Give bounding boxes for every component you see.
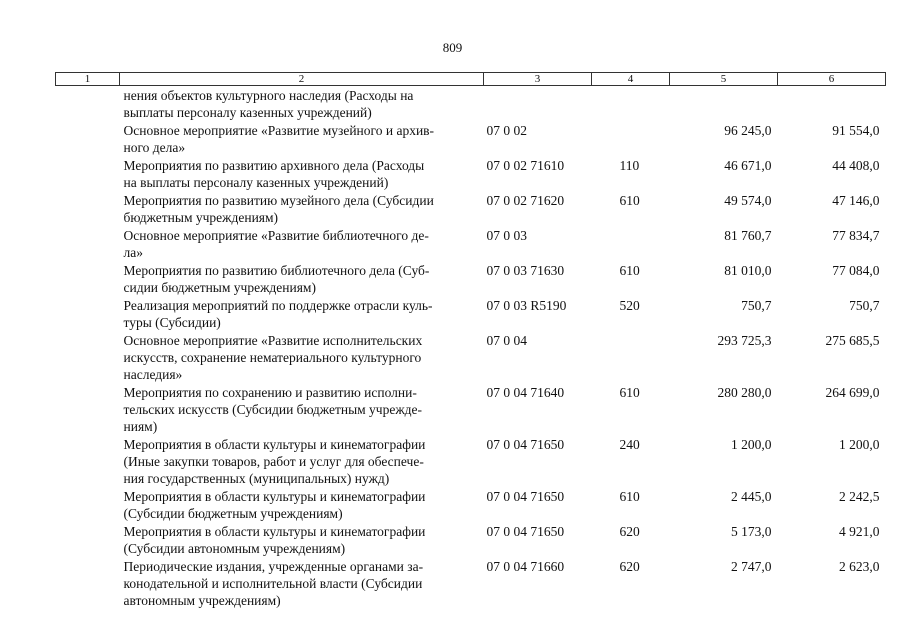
item-name-line: Реализация мероприятий по поддержке отрасли куль- [123, 298, 433, 313]
target-article-code: 07 0 04 71660 [486, 559, 565, 574]
cell-col1 [56, 557, 120, 609]
cell-col1 [56, 522, 120, 557]
table-row [56, 121, 886, 156]
amount-col5: 280 280,0 [717, 385, 772, 400]
table-row [56, 86, 886, 122]
cell-col1 [56, 226, 120, 261]
item-name-cell [120, 296, 484, 331]
item-name-cell [120, 383, 484, 435]
cell-col1 [56, 487, 120, 522]
amount-col5: 293 725,3 [717, 333, 772, 348]
item-name-line: сидии бюджетным учреждениям) [123, 280, 316, 295]
expense-type-code: 610 [619, 263, 640, 278]
item-name-cell [120, 557, 484, 609]
table-row [56, 435, 886, 487]
target-article-code: 07 0 04 71650 [486, 489, 565, 504]
item-name-line: тельских искусств (Субсидии бюджетным учрежде- [123, 402, 423, 417]
amount-col5: 2 747,0 [731, 559, 772, 574]
target-article-code: 07 0 04 71640 [486, 385, 565, 400]
target-article-code: 07 0 03 71630 [486, 263, 565, 278]
amount-col5: 49 574,0 [724, 193, 772, 208]
amount-col5: 96 245,0 [724, 123, 772, 138]
column-header-2: 2 [120, 73, 484, 86]
expense-type-code: 520 [619, 298, 640, 313]
item-name-line: нения объектов культурного наследия (Расходы на [123, 88, 414, 103]
item-name-line: искусств, сохранение нематериального культурного [123, 350, 422, 365]
item-name-line: Мероприятия по развитию музейного дела (Субсидии [123, 193, 434, 208]
item-name-line: ния государственных (муниципальных) нужд) [123, 471, 390, 486]
item-name-line: Периодические издания, учрежденные органами за- [123, 559, 424, 574]
target-article-code: 07 0 03 R5190 [486, 298, 567, 313]
target-article-code: 07 0 04 71650 [486, 437, 565, 452]
item-name-cell [120, 331, 484, 383]
amount-col5: 81 760,7 [724, 228, 772, 243]
table-row [56, 296, 886, 331]
item-name-cell [120, 435, 484, 487]
page-number: 809 [442, 40, 463, 55]
cell-col1 [56, 191, 120, 226]
amount-col6: 77 834,7 [832, 228, 880, 243]
item-name-cell [120, 156, 484, 191]
amount-col5 [670, 86, 778, 122]
budget-table [55, 72, 886, 609]
item-name-cell [120, 487, 484, 522]
item-name-line: Мероприятия по развитию архивного дела (Расходы [123, 158, 425, 173]
table-row [56, 156, 886, 191]
cell-col1 [56, 296, 120, 331]
item-name-line: Мероприятия по развитию библиотечного дела (Суб- [123, 263, 430, 278]
cell-col1 [56, 435, 120, 487]
amount-col6: 264 699,0 [825, 385, 880, 400]
table-row [56, 522, 886, 557]
header-row [56, 73, 886, 86]
amount-col6: 2 242,5 [839, 489, 880, 504]
target-article-code: 07 0 02 [486, 123, 527, 138]
amount-col5: 1 200,0 [731, 437, 772, 452]
table-row [56, 331, 886, 383]
amount-col6 [778, 86, 886, 122]
item-name-line: (Субсидии бюджетным учреждениям) [123, 506, 343, 521]
amount-col6: 4 921,0 [839, 524, 880, 539]
cell-col1 [56, 383, 120, 435]
item-name-cell [120, 191, 484, 226]
item-name-line: бюджетным учреждениям) [123, 210, 279, 225]
cell-col1 [56, 121, 120, 156]
expense-type-code: 610 [619, 385, 640, 400]
expense-type-code [592, 331, 670, 383]
amount-col6: 44 408,0 [832, 158, 880, 173]
expense-type-code: 620 [619, 524, 640, 539]
expense-type-code [592, 121, 670, 156]
item-name-line: Мероприятия в области культуры и кинематографии [123, 489, 426, 504]
cell-col1 [56, 331, 120, 383]
item-name-line: Основное мероприятие «Развитие музейного и архив- [123, 123, 435, 138]
amount-col6: 2 623,0 [839, 559, 880, 574]
expense-type-code: 620 [619, 559, 640, 574]
item-name-line: на выплаты персоналу казенных учреждений) [123, 175, 389, 190]
item-name-line: туры (Субсидии) [123, 315, 221, 330]
amount-col6: 275 685,5 [825, 333, 880, 348]
target-article-code: 07 0 03 [486, 228, 527, 243]
amount-col6: 750,7 [849, 298, 880, 313]
table-row [56, 191, 886, 226]
expense-type-code: 110 [619, 158, 640, 173]
table-row [56, 557, 886, 609]
target-article-code: 07 0 02 71620 [486, 193, 565, 208]
amount-col5: 81 010,0 [724, 263, 772, 278]
cell-col1 [56, 86, 120, 122]
item-name-cell [120, 522, 484, 557]
column-header-4: 4 [592, 73, 670, 86]
item-name-line: Мероприятия по сохранению и развитию исполни- [123, 385, 417, 400]
amount-col6: 91 554,0 [832, 123, 880, 138]
item-name-line: (Иные закупки товаров, работ и услуг для обеспече- [123, 454, 424, 469]
column-header-6: 6 [778, 73, 886, 86]
item-name-line: Основное мероприятие «Развитие библиотечного де- [123, 228, 429, 243]
table-row [56, 487, 886, 522]
item-name-line: Мероприятия в области культуры и кинематографии [123, 437, 426, 452]
amount-col5: 46 671,0 [724, 158, 772, 173]
item-name-line: конодательной и исполнительной власти (Субсидии [123, 576, 423, 591]
item-name-cell [120, 121, 484, 156]
item-name-line: (Субсидии автономным учреждениям) [123, 541, 346, 556]
expense-type-code [592, 226, 670, 261]
amount-col5: 5 173,0 [731, 524, 772, 539]
item-name-cell [120, 261, 484, 296]
item-name-line: ла» [123, 245, 143, 260]
amount-col5: 750,7 [741, 298, 772, 313]
table-row [56, 226, 886, 261]
amount-col6: 1 200,0 [839, 437, 880, 452]
item-name-line: автономным учреждениям) [123, 593, 281, 608]
amount-col6: 77 084,0 [832, 263, 880, 278]
column-header-3: 3 [484, 73, 592, 86]
item-name-line: ного дела» [123, 140, 186, 155]
column-header-1: 1 [56, 73, 120, 86]
item-name-line: выплаты персоналу казенных учреждений) [123, 105, 372, 120]
table-header [56, 73, 886, 86]
amount-col5: 2 445,0 [731, 489, 772, 504]
target-article-code: 07 0 04 71650 [486, 524, 565, 539]
item-name-cell [120, 226, 484, 261]
column-header-5: 5 [670, 73, 778, 86]
target-article-code: 07 0 04 [486, 333, 527, 348]
cell-col1 [56, 156, 120, 191]
item-name-line: Основное мероприятие «Развитие исполнительских [123, 333, 423, 348]
expense-type-code: 610 [619, 193, 640, 208]
target-article-code [484, 86, 592, 122]
item-name-line: ниям) [123, 419, 158, 434]
item-name-cell [120, 86, 484, 122]
table-row [56, 261, 886, 296]
item-name-line: Мероприятия в области культуры и кинематографии [123, 524, 426, 539]
expense-type-code: 240 [619, 437, 640, 452]
table-row [56, 383, 886, 435]
target-article-code: 07 0 02 71610 [486, 158, 565, 173]
item-name-line: наследия» [123, 367, 183, 382]
cell-col1 [56, 261, 120, 296]
expense-type-code [592, 86, 670, 122]
expense-type-code: 610 [619, 489, 640, 504]
table-body [56, 86, 886, 610]
amount-col6: 47 146,0 [832, 193, 880, 208]
